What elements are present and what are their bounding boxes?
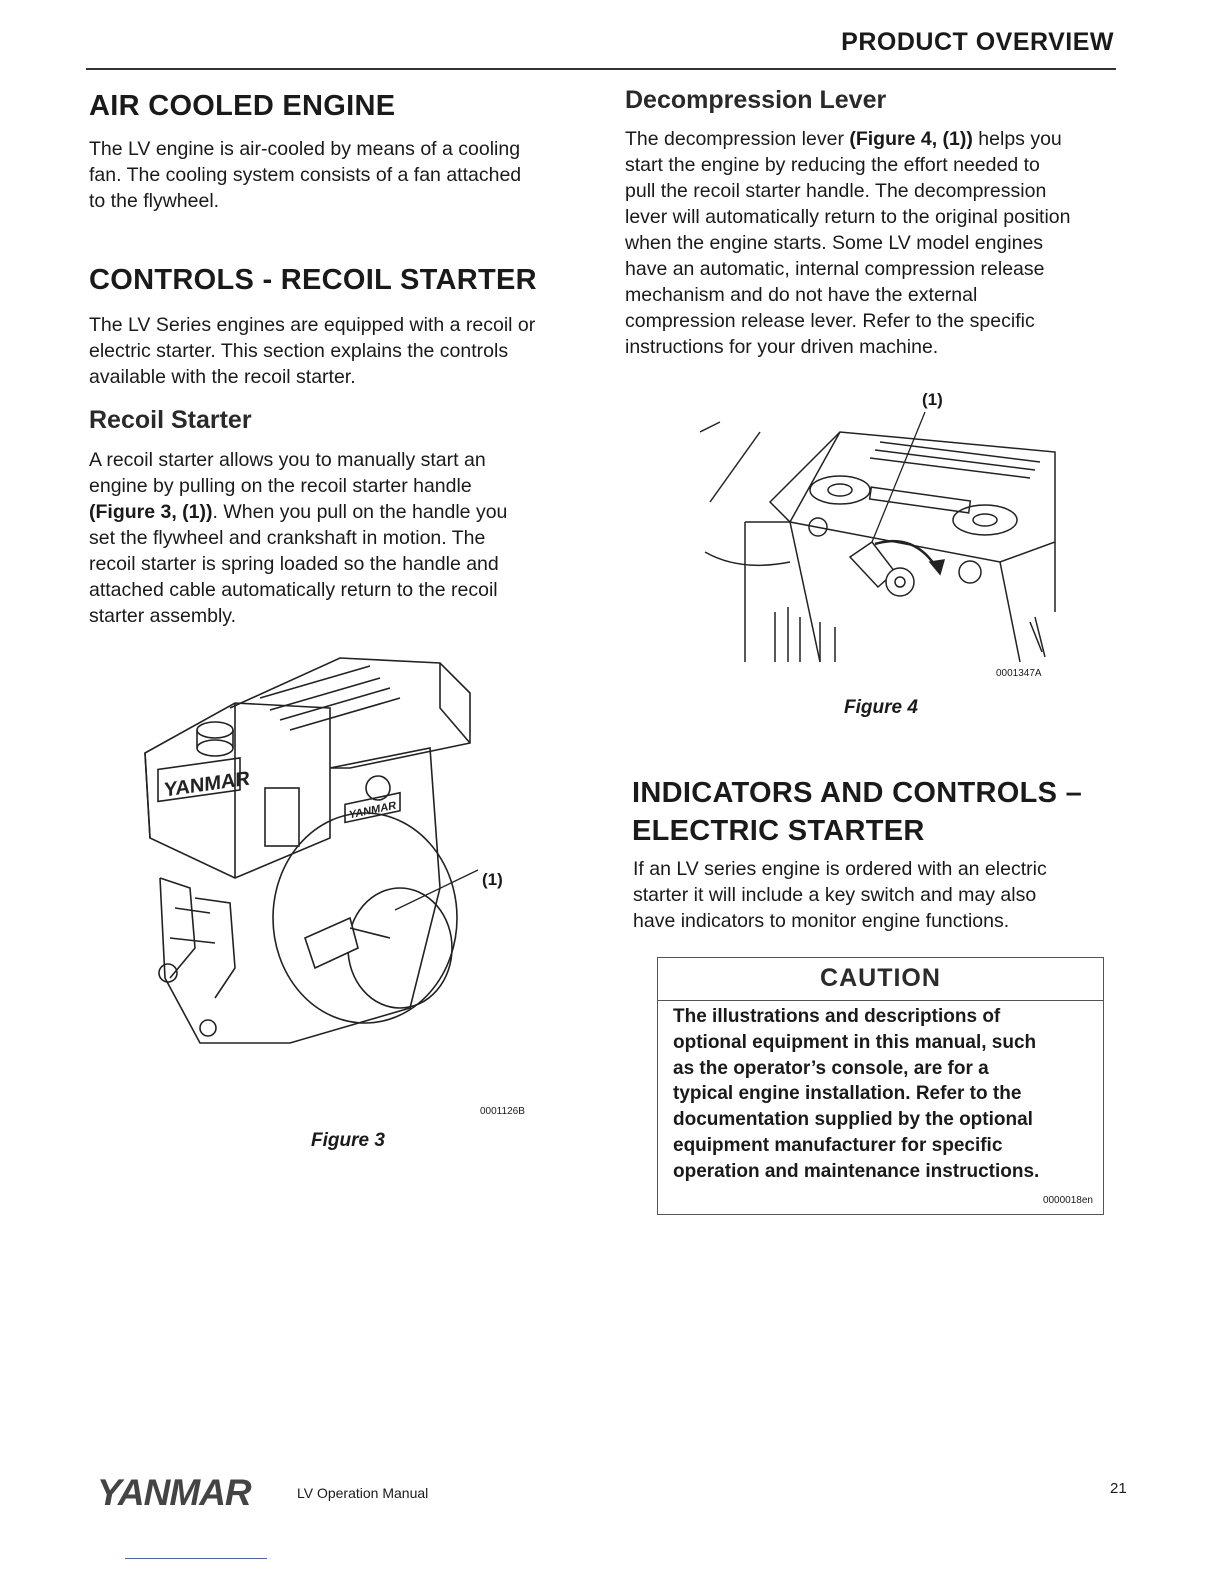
text-line: lever will automatically return to the original position [625, 206, 1071, 228]
text-line: typical engine installation. Refer to the [673, 1083, 1022, 1105]
figure-4-callout: (1) [922, 390, 943, 409]
text-line: starter assembly. [89, 605, 237, 627]
caution-code: 0000018en [1042, 1195, 1093, 1206]
controls-recoil-text [89, 312, 535, 390]
text-line: The LV engine is air-cooled by means of a cooling [89, 138, 521, 160]
caution-title: CAUTION [820, 964, 941, 992]
text-line: equipment manufacturer for specific [673, 1134, 1003, 1156]
caution-text [673, 1004, 1089, 1185]
caution-box [657, 957, 1104, 1215]
text-line: starter it will include a key switch and may also [633, 884, 1037, 906]
text-line: documentation supplied by the optional [673, 1109, 1033, 1131]
figure-3-callout: (1) [482, 870, 503, 889]
figure-4-caption: Figure 4 [844, 697, 918, 718]
text-line: instructions for your driven machine. [625, 336, 939, 358]
indicators-controls-text [633, 856, 1047, 934]
figure-4-code: 0001347A [996, 668, 1042, 679]
text-line: electric starter. This section explains the controls [89, 340, 509, 362]
header-divider [86, 68, 1116, 70]
text-line: attached cable automatically return to the recoil [89, 579, 498, 601]
text-line: optional equipment in this manual, such [673, 1031, 1037, 1053]
figure-4-decompression-illustration [700, 412, 1060, 667]
text-line: compression release lever. Refer to the specific [625, 310, 1035, 332]
text-line: as the operator’s console, are for a [673, 1057, 989, 1079]
page-number: 21 [1110, 1480, 1127, 1497]
air-cooled-engine-heading: AIR COOLED ENGINE [89, 90, 396, 122]
indicators-controls-heading [632, 774, 1082, 850]
text-line: mechanism and do not have the external [625, 284, 978, 306]
text-line: set the flywheel and crankshaft in motion. The [89, 527, 486, 549]
figure-3-caption: Figure 3 [311, 1130, 385, 1151]
air-cooled-engine-text [89, 136, 521, 214]
text-line: pull the recoil starter handle. The decompression [625, 180, 1047, 202]
figure-3-code: 0001126B [480, 1106, 525, 1117]
text-line: engine by pulling on the recoil starter handle [89, 475, 472, 497]
brand-plate-text: YANMAR [164, 767, 250, 802]
text-line [89, 499, 507, 525]
recoil-starter-text [89, 447, 507, 629]
text-line: fan. The cooling system consists of a fan attached [89, 164, 522, 186]
text-span: . When you pull on the handle you [212, 501, 508, 523]
manual-title: LV Operation Manual [297, 1485, 429, 1501]
decompression-lever-text [625, 126, 1070, 360]
text-line [625, 126, 1070, 152]
section-title: PRODUCT OVERVIEW [841, 28, 1114, 56]
figure-reference: (Figure 3, (1)) [89, 501, 213, 523]
figure-reference: (Figure 4, (1)) [849, 128, 973, 150]
heading-line: INDICATORS AND CONTROLS – [632, 777, 1083, 809]
text-line: If an LV series engine is ordered with an electric [633, 858, 1047, 880]
text-line: start the engine by reducing the effort needed to [625, 154, 1040, 176]
text-span: helps you [972, 128, 1062, 150]
recoil-starter-heading: Recoil Starter [89, 406, 252, 434]
yanmar-logo: YANMAR [97, 1472, 251, 1513]
text-line: operation and maintenance instructions. [673, 1160, 1040, 1182]
decompression-lever-heading: Decompression Lever [625, 86, 887, 114]
text-line: to the flywheel. [89, 190, 220, 212]
text-line: when the engine starts. Some LV model engines [625, 232, 1044, 254]
text-span: The decompression lever [625, 128, 850, 150]
caution-divider [658, 1000, 1103, 1001]
text-line: recoil starter is spring loaded so the handle and [89, 553, 499, 575]
controls-recoil-heading: CONTROLS - RECOIL STARTER [89, 264, 537, 296]
text-line: available with the recoil starter. [89, 366, 356, 388]
text-line: The illustrations and descriptions of [673, 1006, 1001, 1027]
text-line: have indicators to monitor engine functions. [633, 910, 1010, 932]
text-line: have an automatic, internal compression release [625, 258, 1045, 280]
text-line: The LV Series engines are equipped with a recoil or [89, 314, 536, 336]
link-underline [125, 1558, 267, 1559]
heading-line: ELECTRIC STARTER [632, 815, 925, 847]
text-line: A recoil starter allows you to manually start an [89, 449, 486, 471]
figure-3-engine-illustration [140, 648, 485, 1068]
brand-plate-text-small: YANMAR [349, 799, 397, 822]
